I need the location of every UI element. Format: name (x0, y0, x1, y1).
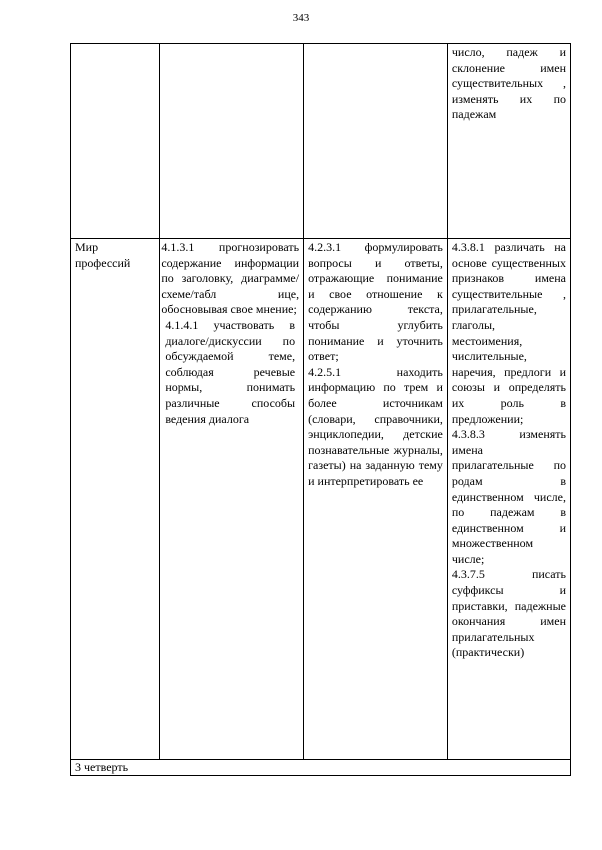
table-cell-grammar (447, 239, 570, 760)
reading-objective-2: 4.2.5.1 находить информацию по трем и более источникам (словари, справочники, энциклопедии, детские познавательные журналы, газеты) на заданную тему и интерпретировать ее (308, 364, 443, 488)
grammar-objective: число, падеж и склонение имен существительных , изменять их по падежам (451, 45, 566, 122)
listening-objective-1: 4.1.3.1 прогнозировать содержание информации по заголовку, диаграмме/схеме/табл ице, обосновывая свое мнение; (161, 240, 300, 317)
speaking-objective-1: 4.1.4.1 участвовать в диалоге/дискуссии по обсуждаемой теме, соблюдая речевые нормы, понимать различные способы ведения диалога (165, 317, 296, 426)
grammar-objective-3: 4.3.7.5 писать суффиксы и приставки, падежные окончания имен прилагательных (практически) (451, 567, 566, 660)
table-cell-theme (71, 44, 160, 239)
table-cell-listening (160, 44, 304, 239)
table-cell-theme (71, 239, 160, 760)
table-cell-listening (160, 239, 304, 760)
table-cell-reading (304, 44, 448, 239)
table-row (71, 44, 571, 239)
table-row (71, 239, 571, 760)
grammar-objective-1: 4.3.8.1 различать на основе существенных признаков имена существительные , прилагательные, глаголы, местоимения, числительные, наречия, предлоги и союзы и определять их роль в предложении; (451, 240, 566, 426)
quarter-label: 3 четверть (71, 760, 571, 776)
page-number: 343 (292, 12, 310, 24)
table-cell-grammar (447, 44, 570, 239)
grammar-objective-2: 4.3.8.3 изменять имена прилагательные по родам в единственном числе, по падежам в единственном и множественном числе; (451, 427, 566, 566)
reading-objective-1: 4.2.3.1 формулировать вопросы и ответы, отражающие понимание и свое отношение к содержанию текста, чтобы углубить понимание и уточнить ответ; (308, 240, 443, 364)
table-row (71, 760, 571, 776)
theme-label: Мир профессий (75, 240, 131, 270)
curriculum-table (70, 43, 571, 776)
table-cell-reading (304, 239, 448, 760)
